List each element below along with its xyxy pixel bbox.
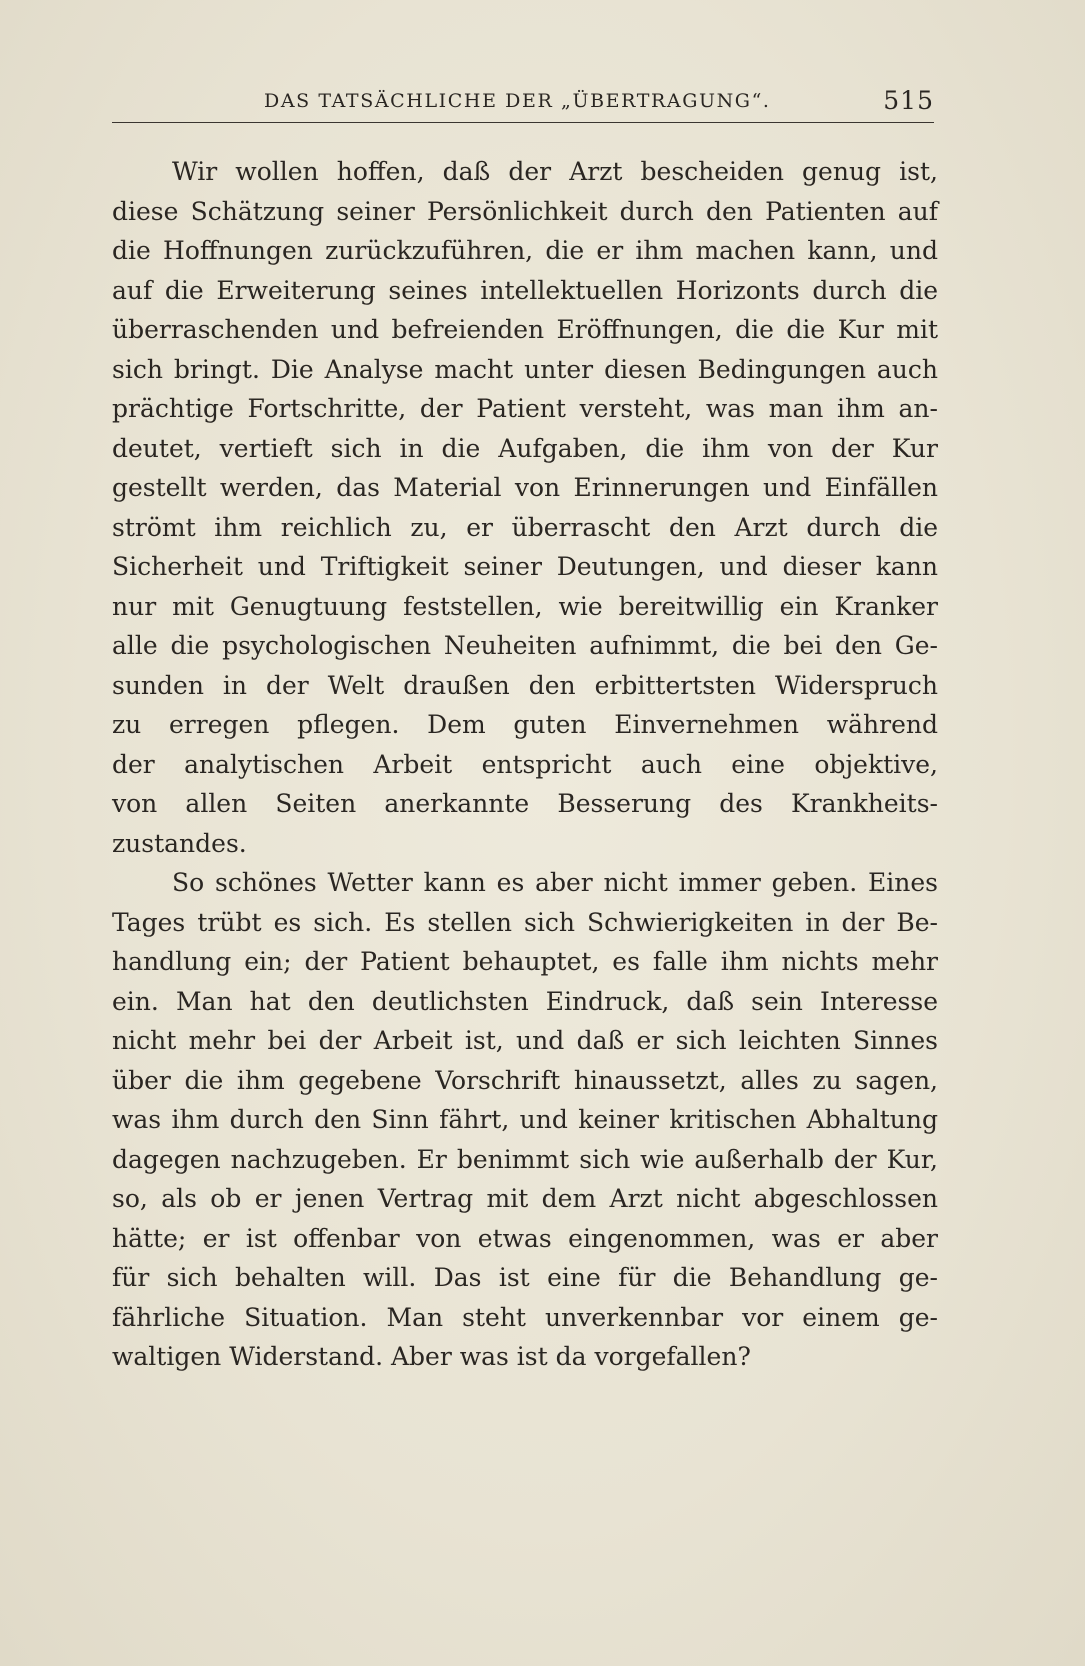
text-line: der analytischen Arbeit entspricht auch eine objektive, bbox=[112, 749, 938, 779]
text-line: Wir wollen hoffen, daß der Arzt bescheiden genug ist, bbox=[172, 157, 938, 186]
text-line: deutet, vertieft sich in die Aufgaben, die ihm von der Kur bbox=[112, 433, 938, 463]
text-line: diese Schätzung seiner Persönlichkeit durch den Patienten auf bbox=[112, 196, 938, 226]
text-line: handlung ein; der Patient behauptet, es falle ihm nichts mehr bbox=[112, 947, 938, 976]
text-line: zu erregen pflegen. Dem guten Einvernehmen während bbox=[112, 710, 938, 739]
running-head bbox=[112, 84, 934, 122]
text-line: nicht mehr bei der Arbeit ist, und daß er sich leichten Sinnes bbox=[112, 1026, 938, 1055]
text-line: fährliche Situation. Man steht unverkennbar vor einem ge- bbox=[112, 1302, 938, 1332]
paragraph-1 bbox=[112, 152, 938, 863]
text-line: von allen Seiten anerkannte Besserung des Krankheits- bbox=[112, 789, 938, 818]
page-number: 515 bbox=[883, 86, 934, 115]
text-line: ein. Man hat den deutlichsten Eindruck, daß sein Interesse bbox=[112, 986, 938, 1016]
text-line: gestellt werden, das Material von Erinnerungen und Einfällen bbox=[112, 473, 938, 502]
text-line: auf die Erweiterung seines intellektuellen Horizonts durch die bbox=[112, 275, 938, 305]
text-line: nur mit Genugtuung feststellen, wie bereitwillig ein Kranker bbox=[112, 591, 938, 621]
text-line: zustandes. bbox=[112, 828, 247, 858]
paragraph-2 bbox=[112, 863, 938, 1377]
running-head-title: DAS TATSÄCHLICHE DER „ÜBERTRAGUNG“. bbox=[264, 90, 771, 112]
text-line: So schönes Wetter kann es aber nicht immer geben. Eines bbox=[172, 868, 938, 897]
text-line: was ihm durch den Sinn fährt, und keiner kritischen Abhaltung bbox=[112, 1105, 938, 1134]
text-line: strömt ihm reichlich zu, er überrascht den Arzt durch die bbox=[112, 512, 938, 542]
text-line: sunden in der Welt draußen den erbittertsten Widerspruch bbox=[112, 670, 938, 700]
text-line: für sich behalten will. Das ist eine für die Behandlung ge- bbox=[112, 1263, 938, 1292]
text-line: alle die psychologischen Neuheiten aufnimmt, die bei den Ge- bbox=[112, 631, 938, 660]
text-line: prächtige Fortschritte, der Patient versteht, was man ihm an- bbox=[112, 394, 938, 423]
text-line: waltigen Widerstand. Aber was ist da vorgefallen? bbox=[112, 1342, 751, 1371]
header-rule bbox=[112, 122, 934, 123]
text-line: sich bringt. Die Analyse macht unter diesen Bedingungen auch bbox=[112, 354, 938, 384]
body-text bbox=[112, 152, 938, 1377]
text-line: über die ihm gegebene Vorschrift hinaussetzt, alles zu sagen, bbox=[112, 1065, 938, 1095]
text-line: Sicherheit und Triftigkeit seiner Deutungen, und dieser kann bbox=[112, 552, 938, 581]
text-line: so, als ob er jenen Vertrag mit dem Arzt nicht abgeschlossen bbox=[112, 1184, 938, 1213]
text-line: dagegen nachzugeben. Er benimmt sich wie außerhalb der Kur, bbox=[112, 1144, 938, 1174]
text-line: die Hoffnungen zurückzuführen, die er ihm machen kann, und bbox=[112, 236, 938, 265]
text-line: Tages trübt es sich. Es stellen sich Schwierigkeiten in der Be- bbox=[112, 907, 938, 937]
text-line: überraschenden und befreienden Eröffnungen, die die Kur mit bbox=[112, 315, 938, 344]
text-line: hätte; er ist offenbar von etwas eingenommen, was er aber bbox=[112, 1223, 938, 1253]
